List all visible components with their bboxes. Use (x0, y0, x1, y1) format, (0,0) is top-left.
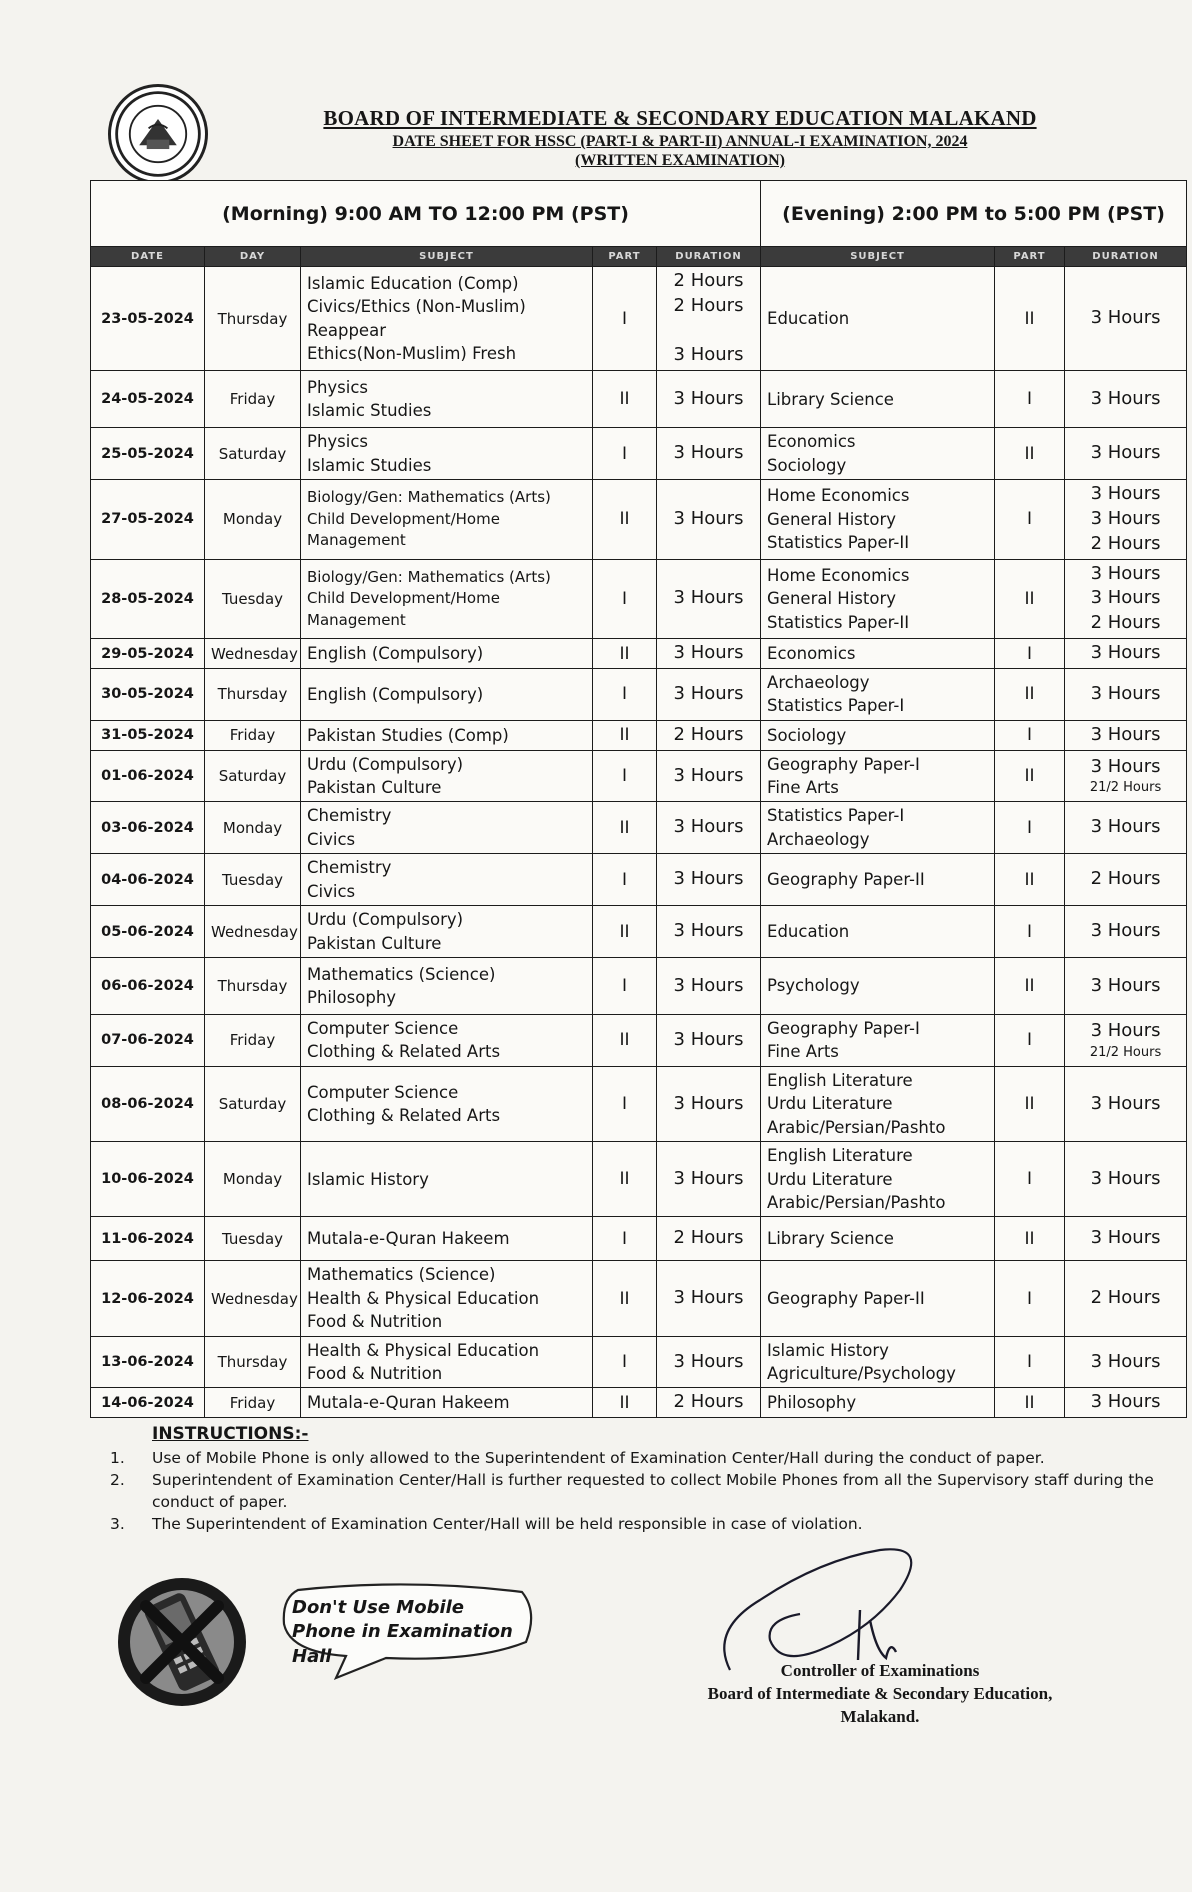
evening-duration-cell: 3 Hours 21/2 Hours (1065, 750, 1187, 802)
evening-subject-cell: Geography Paper-II (761, 1261, 995, 1336)
morning-part-cell: II (593, 1015, 657, 1067)
morning-duration-cell: 3 Hours (657, 639, 761, 669)
morning-session-heading: (Morning) 9:00 AM TO 12:00 PM (PST) (91, 181, 761, 247)
day-cell: Saturday (205, 750, 301, 802)
date-sheet-table (90, 180, 1187, 1418)
evening-subject-cell: Library Science (761, 371, 995, 428)
day-cell: Tuesday (205, 854, 301, 906)
morning-duration-cell: 3 Hours (657, 1261, 761, 1336)
evening-duration-cell: 3 Hours (1065, 802, 1187, 854)
table-row (91, 480, 1187, 559)
date-cell: 30-05-2024 (91, 668, 205, 720)
table-row (91, 668, 1187, 720)
morning-part-cell: I (593, 267, 657, 371)
evening-part-cell: I (995, 371, 1065, 428)
evening-duration-cell: 3 Hours (1065, 906, 1187, 958)
col-duration: DURATION (657, 247, 761, 267)
col-part: PART (593, 247, 657, 267)
morning-duration-cell: 3 Hours (657, 371, 761, 428)
morning-duration-cell: 3 Hours (657, 559, 761, 638)
col-date: DATE (91, 247, 205, 267)
day-cell: Wednesday (205, 906, 301, 958)
col-evening-part: PART (995, 247, 1065, 267)
morning-duration-cell: 3 Hours (657, 1336, 761, 1388)
evening-duration-cell: 3 Hours (1065, 1388, 1187, 1418)
morning-subject-cell: Chemistry Civics (301, 854, 593, 906)
morning-subject-cell: Pakistan Studies (Comp) (301, 720, 593, 750)
evening-subject-cell: Islamic History Agriculture/Psychology (761, 1336, 995, 1388)
day-cell: Friday (205, 1015, 301, 1067)
morning-subject-cell: Mutala-e-Quran Hakeem (301, 1217, 593, 1261)
morning-duration-cell: 2 Hours (657, 1388, 761, 1418)
morning-part-cell: II (593, 720, 657, 750)
date-cell: 05-06-2024 (91, 906, 205, 958)
evening-subject-cell: Education (761, 906, 995, 958)
evening-duration-cell: 2 Hours (1065, 1261, 1187, 1336)
session-header-row (91, 181, 1187, 247)
notice-text: Don't Use Mobile Phone in Examination Hall (292, 1597, 513, 1667)
table-row (91, 854, 1187, 906)
table-row (91, 958, 1187, 1015)
morning-duration-cell: 2 Hours 2 Hours 3 Hours (657, 267, 761, 371)
morning-subject-cell: Biology/Gen: Mathematics (Arts) Child Development/Home Management (301, 480, 593, 559)
evening-duration-cell: 3 Hours (1065, 267, 1187, 371)
evening-subject-cell: Geography Paper-I Fine Arts (761, 1015, 995, 1067)
evening-part-cell: I (995, 1142, 1065, 1217)
morning-part-cell: I (593, 668, 657, 720)
morning-subject-cell: Physics Islamic Studies (301, 371, 593, 428)
date-cell: 28-05-2024 (91, 559, 205, 638)
morning-subject-cell: Mathematics (Science) Health & Physical Education Food & Nutrition (301, 1261, 593, 1336)
morning-subject-cell: Computer Science Clothing & Related Arts (301, 1015, 593, 1067)
evening-part-cell: II (995, 1217, 1065, 1261)
evening-subject-cell: English Literature Urdu Literature Arabic/Persian/Pashto (761, 1066, 995, 1141)
day-cell: Monday (205, 480, 301, 559)
evening-duration-cell: 3 Hours (1065, 639, 1187, 669)
morning-part-cell: I (593, 1066, 657, 1141)
evening-part-cell: II (995, 1066, 1065, 1141)
controller-title: Controller of Examinations (780, 1661, 980, 1680)
morning-part-cell: II (593, 1261, 657, 1336)
date-cell: 04-06-2024 (91, 854, 205, 906)
evening-subject-cell: Geography Paper-II (761, 854, 995, 906)
date-cell: 07-06-2024 (91, 1015, 205, 1067)
evening-subject-cell: Psychology (761, 958, 995, 1015)
morning-duration-cell: 3 Hours (657, 428, 761, 480)
morning-subject-cell: Chemistry Civics (301, 802, 593, 854)
evening-session-heading: (Evening) 2:00 PM to 5:00 PM (PST) (761, 181, 1187, 247)
board-logo-emblem (108, 84, 208, 184)
date-cell: 13-06-2024 (91, 1336, 205, 1388)
day-cell: Saturday (205, 1066, 301, 1141)
table-row (91, 639, 1187, 669)
date-sheet-body (91, 267, 1187, 1418)
morning-duration-cell: 3 Hours (657, 854, 761, 906)
instructions-title: INSTRUCTIONS:- (152, 1424, 309, 1444)
evening-subject-cell: Geography Paper-I Fine Arts (761, 750, 995, 802)
day-cell: Friday (205, 720, 301, 750)
day-cell: Thursday (205, 668, 301, 720)
morning-subject-cell: Health & Physical Education Food & Nutrition (301, 1336, 593, 1388)
col-evening-duration: DURATION (1065, 247, 1187, 267)
date-cell: 29-05-2024 (91, 639, 205, 669)
table-row (91, 559, 1187, 638)
board-name-line: Board of Intermediate & Secondary Education, (707, 1683, 1053, 1703)
document-header (250, 106, 1110, 170)
morning-part-cell: II (593, 480, 657, 559)
morning-part-cell: II (593, 371, 657, 428)
evening-subject-cell: Economics Sociology (761, 428, 995, 480)
col-day: DAY (205, 247, 301, 267)
table-row (91, 1261, 1187, 1336)
table-row (91, 428, 1187, 480)
evening-part-cell: II (995, 958, 1065, 1015)
morning-part-cell: I (593, 428, 657, 480)
day-cell: Saturday (205, 428, 301, 480)
day-cell: Friday (205, 371, 301, 428)
evening-subject-cell: Home Economics General History Statistics Paper-II (761, 559, 995, 638)
morning-duration-cell: 3 Hours (657, 1142, 761, 1217)
morning-subject-cell: Urdu (Compulsory) Pakistan Culture (301, 750, 593, 802)
evening-part-cell: II (995, 559, 1065, 638)
day-cell: Friday (205, 1388, 301, 1418)
evening-duration-cell: 3 Hours 3 Hours 2 Hours (1065, 480, 1187, 559)
evening-duration-cell: 3 Hours (1065, 1142, 1187, 1217)
mobile-phone-notice (276, 1582, 542, 1674)
evening-duration-cell: 3 Hours (1065, 1066, 1187, 1141)
morning-duration-cell: 3 Hours (657, 906, 761, 958)
evening-duration-cell: 3 Hours 3 Hours 2 Hours (1065, 559, 1187, 638)
day-cell: Wednesday (205, 1261, 301, 1336)
morning-part-cell: I (593, 559, 657, 638)
evening-subject-cell: English Literature Urdu Literature Arabic/Persian/Pashto (761, 1142, 995, 1217)
morning-duration-cell: 3 Hours (657, 802, 761, 854)
date-sheet-subtitle: DATE SHEET FOR HSSC (PART-I & PART-II) ANNUAL-I EXAMINATION, 2024 (392, 133, 968, 150)
evening-subject-cell: Philosophy (761, 1388, 995, 1418)
date-cell: 01-06-2024 (91, 750, 205, 802)
table-row (91, 1336, 1187, 1388)
column-header-row (91, 247, 1187, 267)
morning-subject-cell: Islamic Education (Comp) Civics/Ethics (Non-Muslim) Reappear Ethics(Non-Muslim) Fresh (301, 267, 593, 371)
evening-part-cell: I (995, 1336, 1065, 1388)
morning-subject-cell: English (Compulsory) (301, 639, 593, 669)
board-title: BOARD OF INTERMEDIATE & SECONDARY EDUCATION MALAKAND (323, 106, 1037, 130)
day-cell: Thursday (205, 267, 301, 371)
morning-part-cell: I (593, 854, 657, 906)
evening-part-cell: I (995, 480, 1065, 559)
date-cell: 23-05-2024 (91, 267, 205, 371)
morning-subject-cell: Biology/Gen: Mathematics (Arts) Child Development/Home Management (301, 559, 593, 638)
date-cell: 24-05-2024 (91, 371, 205, 428)
table-row (91, 1388, 1187, 1418)
evening-part-cell: I (995, 1015, 1065, 1067)
morning-part-cell: II (593, 906, 657, 958)
morning-subject-cell: Mathematics (Science) Philosophy (301, 958, 593, 1015)
no-mobile-phone-icon (112, 1572, 252, 1712)
signature-block (640, 1660, 1120, 1729)
date-cell: 12-06-2024 (91, 1261, 205, 1336)
morning-duration-cell: 3 Hours (657, 958, 761, 1015)
day-cell: Thursday (205, 1336, 301, 1388)
table-row (91, 802, 1187, 854)
date-cell: 03-06-2024 (91, 802, 205, 854)
evening-part-cell: II (995, 267, 1065, 371)
evening-part-cell: I (995, 639, 1065, 669)
evening-part-cell: I (995, 906, 1065, 958)
evening-part-cell: I (995, 1261, 1065, 1336)
morning-part-cell: I (593, 1217, 657, 1261)
morning-part-cell: II (593, 639, 657, 669)
table-row (91, 1066, 1187, 1141)
evening-duration-cell: 3 Hours 21/2 Hours (1065, 1015, 1187, 1067)
morning-part-cell: II (593, 1142, 657, 1217)
table-row (91, 906, 1187, 958)
col-evening-subject: SUBJECT (761, 247, 995, 267)
table-row (91, 1217, 1187, 1261)
evening-part-cell: I (995, 720, 1065, 750)
evening-part-cell: II (995, 668, 1065, 720)
instruction-item: 3. The Superintendent of Examination Center/Hall will be held responsible in case of violation. (110, 1515, 863, 1533)
evening-subject-cell: Economics (761, 639, 995, 669)
morning-duration-cell: 3 Hours (657, 1066, 761, 1141)
evening-duration-cell: 3 Hours (1065, 668, 1187, 720)
date-cell: 10-06-2024 (91, 1142, 205, 1217)
morning-duration-cell: 2 Hours (657, 720, 761, 750)
day-cell: Tuesday (205, 559, 301, 638)
evening-duration-cell: 3 Hours (1065, 1217, 1187, 1261)
evening-subject-cell: Statistics Paper-I Archaeology (761, 802, 995, 854)
day-cell: Wednesday (205, 639, 301, 669)
table-row (91, 267, 1187, 371)
day-cell: Monday (205, 802, 301, 854)
col-subject: SUBJECT (301, 247, 593, 267)
day-cell: Thursday (205, 958, 301, 1015)
written-exam-subtitle: (WRITTEN EXAMINATION) (575, 152, 785, 169)
evening-part-cell: II (995, 1388, 1065, 1418)
morning-subject-cell: Islamic History (301, 1142, 593, 1217)
evening-subject-cell: Education (761, 267, 995, 371)
morning-subject-cell: English (Compulsory) (301, 668, 593, 720)
evening-duration-cell: 3 Hours (1065, 958, 1187, 1015)
instruction-item: 2. Superintendent of Examination Center/Hall is further requested to collect Mobile Phones from all the Supervisory staff during the conduct of paper. (110, 1471, 1154, 1511)
instructions-section (110, 1424, 1160, 1535)
evening-duration-cell: 3 Hours (1065, 428, 1187, 480)
morning-subject-cell: Physics Islamic Studies (301, 428, 593, 480)
instructions-list (110, 1447, 1160, 1535)
date-cell: 11-06-2024 (91, 1217, 205, 1261)
evening-subject-cell: Home Economics General History Statistics Paper-II (761, 480, 995, 559)
evening-part-cell: II (995, 428, 1065, 480)
instruction-item: 1. Use of Mobile Phone is only allowed to the Superintendent of Examination Center/Hall during the conduct of paper. (110, 1449, 1045, 1467)
evening-part-cell: II (995, 750, 1065, 802)
date-cell: 25-05-2024 (91, 428, 205, 480)
morning-subject-cell: Urdu (Compulsory) Pakistan Culture (301, 906, 593, 958)
date-cell: 08-06-2024 (91, 1066, 205, 1141)
morning-part-cell: II (593, 1388, 657, 1418)
evening-part-cell: II (995, 854, 1065, 906)
morning-duration-cell: 3 Hours (657, 1015, 761, 1067)
day-cell: Tuesday (205, 1217, 301, 1261)
evening-part-cell: I (995, 802, 1065, 854)
table-row (91, 750, 1187, 802)
date-cell: 31-05-2024 (91, 720, 205, 750)
evening-duration-cell: 2 Hours (1065, 854, 1187, 906)
morning-part-cell: II (593, 802, 657, 854)
evening-duration-cell: 3 Hours (1065, 720, 1187, 750)
morning-part-cell: I (593, 750, 657, 802)
morning-part-cell: I (593, 958, 657, 1015)
table-row (91, 1142, 1187, 1217)
morning-duration-cell: 3 Hours (657, 668, 761, 720)
evening-subject-cell: Sociology (761, 720, 995, 750)
board-location-line: Malakand. (840, 1706, 920, 1726)
evening-subject-cell: Library Science (761, 1217, 995, 1261)
morning-duration-cell: 3 Hours (657, 750, 761, 802)
table-row (91, 371, 1187, 428)
date-cell: 27-05-2024 (91, 480, 205, 559)
morning-part-cell: I (593, 1336, 657, 1388)
morning-subject-cell: Computer Science Clothing & Related Arts (301, 1066, 593, 1141)
morning-duration-cell: 3 Hours (657, 480, 761, 559)
evening-duration-cell: 3 Hours (1065, 1336, 1187, 1388)
evening-duration-cell: 3 Hours (1065, 371, 1187, 428)
date-cell: 06-06-2024 (91, 958, 205, 1015)
table-row (91, 720, 1187, 750)
table-row (91, 1015, 1187, 1067)
date-cell: 14-06-2024 (91, 1388, 205, 1418)
morning-subject-cell: Mutala-e-Quran Hakeem (301, 1388, 593, 1418)
evening-subject-cell: Archaeology Statistics Paper-I (761, 668, 995, 720)
day-cell: Monday (205, 1142, 301, 1217)
morning-duration-cell: 2 Hours (657, 1217, 761, 1261)
